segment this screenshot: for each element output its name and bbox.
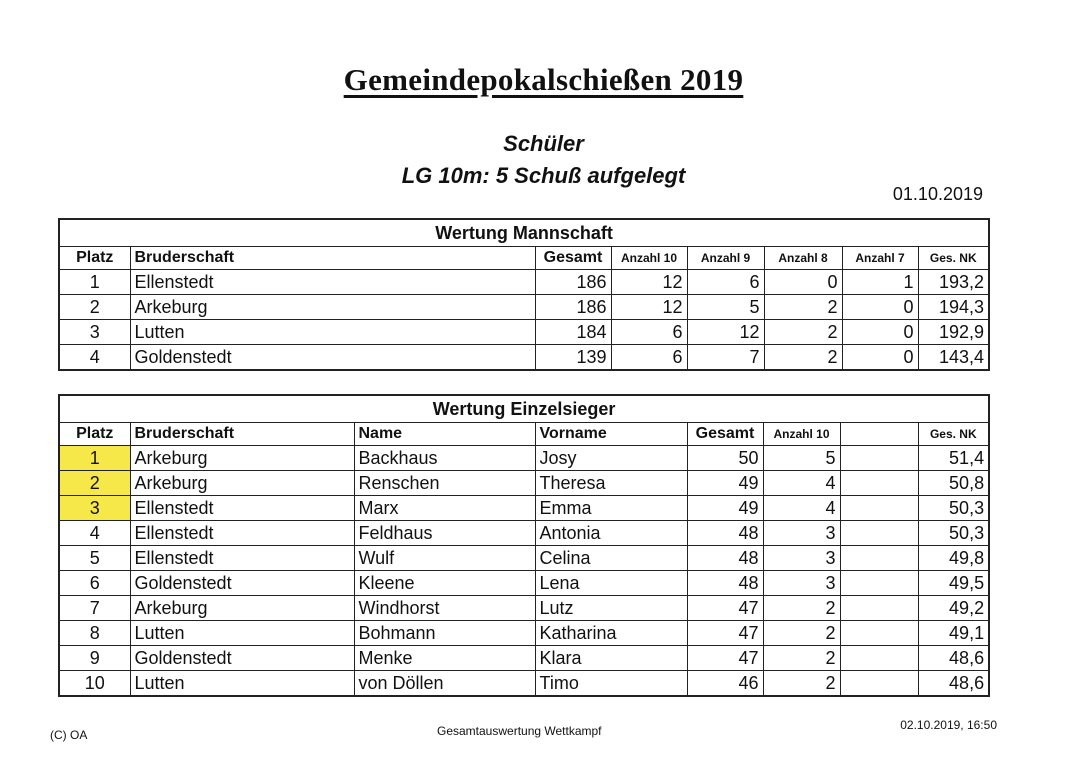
team-table-header [59,247,989,270]
cell-anzahl10: 12 [611,270,687,295]
single-table-caption: Wertung Einzelsieger [59,395,989,423]
cell-gesnk: 192,9 [918,320,989,345]
cell-name: von Döllen [354,671,535,697]
cell-platz: 3 [59,496,130,521]
cell-empty [840,596,918,621]
header-bruderschaft: Bruderschaft [130,247,535,270]
cell-anzahl9: 12 [687,320,764,345]
cell-empty [840,496,918,521]
header-anzahl7: Anzahl 7 [842,247,918,270]
table-row [59,496,989,521]
cell-gesamt: 49 [687,496,763,521]
cell-platz: 9 [59,646,130,671]
footer-timestamp: 02.10.2019, 16:50 [900,718,997,732]
table-row [59,546,989,571]
cell-bruderschaft: Goldenstedt [130,345,535,371]
cell-gesnk: 48,6 [918,671,989,697]
cell-platz: 8 [59,621,130,646]
table-row [59,446,989,471]
table-row [59,671,989,697]
header-anzahl9: Anzahl 9 [687,247,764,270]
cell-gesamt: 139 [535,345,611,371]
header-empty [840,423,918,446]
document-title: Gemeindepokalschießen 2019 [343,62,744,97]
header-vorname: Vorname [535,423,687,446]
header-gesnk: Ges. NK [918,247,989,270]
cell-anzahl8: 2 [764,320,842,345]
cell-gesamt: 49 [687,471,763,496]
cell-empty [840,646,918,671]
cell-platz: 10 [59,671,130,697]
cell-anzahl10: 5 [763,446,840,471]
header-gesamt: Gesamt [687,423,763,446]
cell-bruderschaft: Ellenstedt [130,521,354,546]
cell-anzahl10: 2 [763,596,840,621]
cell-gesnk: 49,8 [918,546,989,571]
cell-anzahl10: 4 [763,496,840,521]
cell-name: Bohmann [354,621,535,646]
cell-bruderschaft: Goldenstedt [130,571,354,596]
cell-name: Backhaus [354,446,535,471]
event-date: 01.10.2019 [892,184,983,204]
cell-gesamt: 48 [687,571,763,596]
cell-anzahl9: 5 [687,295,764,320]
cell-bruderschaft: Ellenstedt [130,546,354,571]
cell-name: Feldhaus [354,521,535,546]
cell-anzahl9: 6 [687,270,764,295]
header-name: Name [354,423,535,446]
cell-gesnk: 49,1 [918,621,989,646]
cell-anzahl10: 3 [763,521,840,546]
single-table-header [59,423,989,446]
cell-vorname: Klara [535,646,687,671]
cell-bruderschaft: Arkeburg [130,596,354,621]
cell-bruderschaft: Ellenstedt [130,270,535,295]
cell-vorname: Emma [535,496,687,521]
header-bruderschaft: Bruderschaft [130,423,354,446]
cell-platz: 2 [59,471,130,496]
cell-anzahl10: 3 [763,546,840,571]
cell-anzahl7: 0 [842,295,918,320]
table-row [59,320,989,345]
cell-anzahl10: 2 [763,646,840,671]
cell-anzahl7: 0 [842,345,918,371]
cell-vorname: Theresa [535,471,687,496]
cell-vorname: Josy [535,446,687,471]
cell-bruderschaft: Arkeburg [130,446,354,471]
cell-platz: 4 [59,345,130,371]
cell-bruderschaft: Lutten [130,621,354,646]
cell-bruderschaft: Arkeburg [130,295,535,320]
discipline-label: LG 10m: 5 Schuß aufgelegt [401,163,686,188]
cell-gesnk: 49,2 [918,596,989,621]
team-ranking-table [58,218,990,371]
cell-gesnk: 50,8 [918,471,989,496]
cell-name: Renschen [354,471,535,496]
cell-anzahl10: 12 [611,295,687,320]
cell-gesamt: 47 [687,596,763,621]
cell-bruderschaft: Arkeburg [130,471,354,496]
cell-gesamt: 46 [687,671,763,697]
cell-vorname: Antonia [535,521,687,546]
cell-anzahl10: 6 [611,345,687,371]
cell-empty [840,571,918,596]
table-row [59,646,989,671]
cell-bruderschaft: Lutten [130,320,535,345]
header-anzahl10: Anzahl 10 [611,247,687,270]
cell-gesnk: 143,4 [918,345,989,371]
cell-name: Wulf [354,546,535,571]
cell-bruderschaft: Goldenstedt [130,646,354,671]
cell-platz: 4 [59,521,130,546]
footer-report-name: Gesamtauswertung Wettkampf [437,724,602,738]
cell-anzahl10: 2 [763,671,840,697]
cell-platz: 7 [59,596,130,621]
cell-platz: 3 [59,320,130,345]
cell-empty [840,521,918,546]
header-gesamt: Gesamt [535,247,611,270]
cell-gesamt: 47 [687,646,763,671]
individual-ranking-table [58,394,990,697]
cell-anzahl7: 0 [842,320,918,345]
cell-gesamt: 47 [687,621,763,646]
cell-platz: 6 [59,571,130,596]
table-row [59,345,989,371]
table-row [59,596,989,621]
header-anzahl8: Anzahl 8 [764,247,842,270]
cell-anzahl10: 3 [763,571,840,596]
cell-gesamt: 186 [535,295,611,320]
header-platz: Platz [59,247,130,270]
cell-bruderschaft: Lutten [130,671,354,697]
cell-anzahl8: 2 [764,295,842,320]
cell-anzahl8: 0 [764,270,842,295]
cell-vorname: Katharina [535,621,687,646]
header-platz: Platz [59,423,130,446]
table-row [59,521,989,546]
table-row [59,471,989,496]
cell-name: Menke [354,646,535,671]
cell-gesamt: 48 [687,521,763,546]
cell-vorname: Timo [535,671,687,697]
table-row [59,295,989,320]
cell-empty [840,446,918,471]
table-row [59,571,989,596]
cell-anzahl10: 4 [763,471,840,496]
cell-gesnk: 51,4 [918,446,989,471]
cell-platz: 1 [59,446,130,471]
cell-platz: 5 [59,546,130,571]
cell-anzahl8: 2 [764,345,842,371]
cell-empty [840,471,918,496]
table-row [59,270,989,295]
table-row [59,621,989,646]
cell-gesnk: 193,2 [918,270,989,295]
cell-name: Windhorst [354,596,535,621]
header-gesnk: Ges. NK [918,423,989,446]
cell-gesnk: 50,3 [918,496,989,521]
cell-name: Marx [354,496,535,521]
cell-vorname: Celina [535,546,687,571]
cell-gesamt: 50 [687,446,763,471]
cell-vorname: Lutz [535,596,687,621]
footer-copyright: (C) OA [50,728,88,742]
cell-anzahl9: 7 [687,345,764,371]
cell-gesnk: 49,5 [918,571,989,596]
team-table-caption: Wertung Mannschaft [59,219,989,247]
cell-vorname: Lena [535,571,687,596]
cell-gesamt: 184 [535,320,611,345]
cell-anzahl10: 6 [611,320,687,345]
cell-anzahl7: 1 [842,270,918,295]
cell-gesamt: 48 [687,546,763,571]
cell-gesamt: 186 [535,270,611,295]
header-anzahl10: Anzahl 10 [763,423,840,446]
cell-empty [840,546,918,571]
document-subtitle: Schüler [503,131,584,156]
cell-platz: 1 [59,270,130,295]
cell-gesnk: 50,3 [918,521,989,546]
cell-gesnk: 48,6 [918,646,989,671]
cell-empty [840,621,918,646]
cell-name: Kleene [354,571,535,596]
cell-anzahl10: 2 [763,621,840,646]
cell-platz: 2 [59,295,130,320]
cell-empty [840,671,918,697]
cell-gesnk: 194,3 [918,295,989,320]
cell-bruderschaft: Ellenstedt [130,496,354,521]
